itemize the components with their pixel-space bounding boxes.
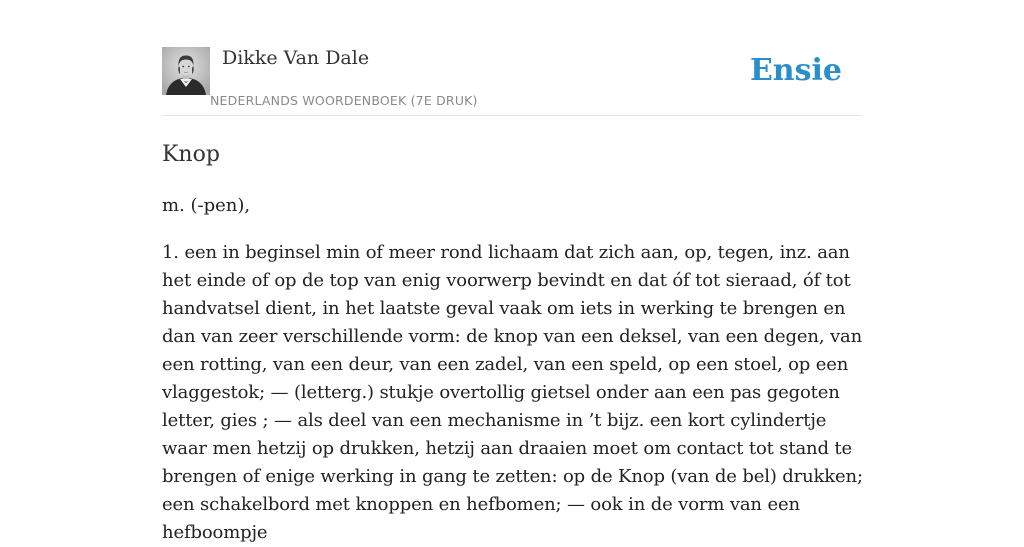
avatar[interactable] [162, 47, 210, 95]
source-header [162, 46, 862, 116]
source-title[interactable]: NEDERLANDS WOORDENBOEK (7E DRUK) [210, 93, 478, 108]
entry-definition: 1. een in beginsel min of meer rond lichaam dat zich aan, op, tegen, inz. aan het einde of op de top van enig voorwerp bevindt en dat óf tot sieraad, óf tot handvatsel dient, in het laatste geval vaak om iets in werking te brengen en dan van zeer verschillende vorm: de knop van een deksel, van een degen, van een rotting, van een deur, van een zadel, van een speld, op een stoel, op een vlaggestok; — (letterg.) stukje overtollig gietsel onder aan een pas gegoten letter, gies ; — als deel van een mechanisme in ’t bijz. een kort cylindertje waar men hetzij op drukken, hetzij aan draaien moet om contact tot stand te brengen of enige werking in gang te zetten: op de Knop (van de bel) drukken; een schakelbord met knoppen en hefbomen; — ook in de vorm van een hefboompje [162, 242, 863, 543]
brand-logo[interactable]: Ensie [749, 53, 842, 88]
author-portrait-icon [162, 47, 210, 95]
entry-title: Knop [162, 142, 220, 167]
entry-grammar: m. (-pen), [162, 195, 251, 216]
author-name[interactable]: Dikke Van Dale [222, 47, 370, 69]
page [162, 0, 863, 543]
